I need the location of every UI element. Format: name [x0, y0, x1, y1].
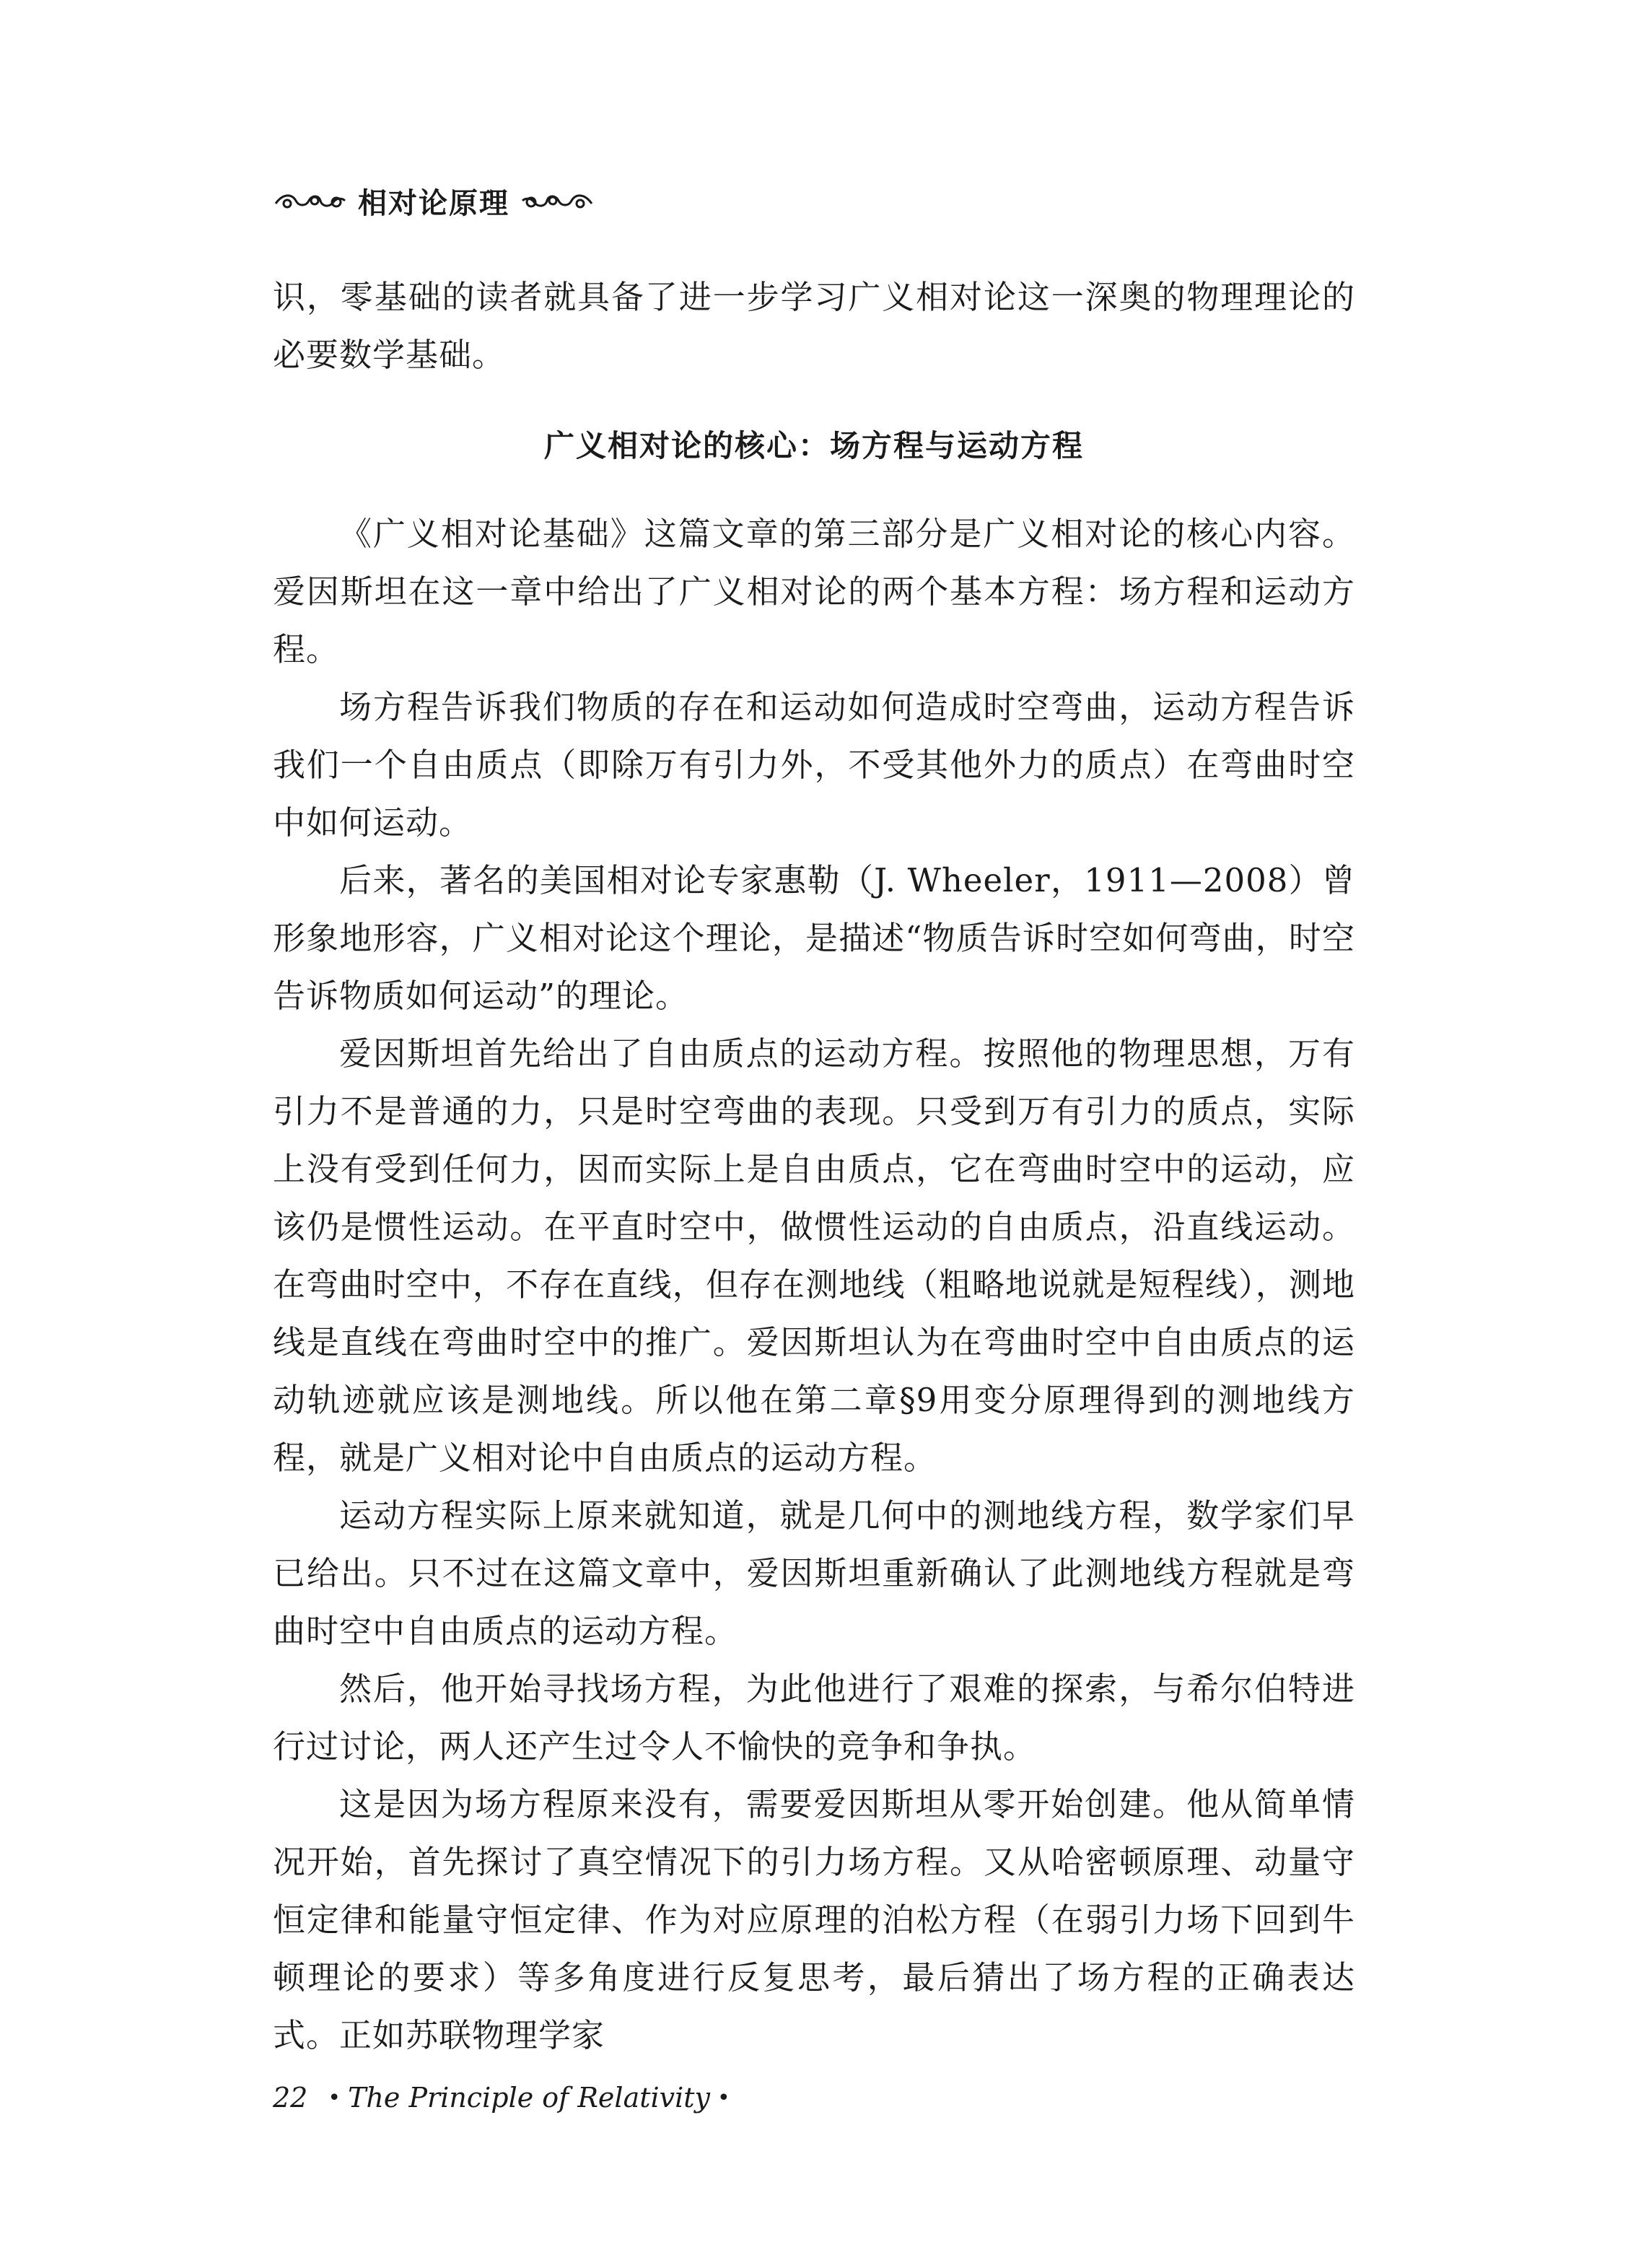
paragraph: 爱因斯坦首先给出了自由质点的运动方程。按照他的物理思想，万有引力不是普通的力，只是时空弯曲的表现。只受到万有引力的质点，实际上没有受到任何力，因而实际上是自由质点，它在弯曲时空中的运动，应该仍是惯性运动。在平直时空中，做惯性运动的自由质点，沿直线运动。在弯曲时空中，不存在直线，但存在测地线（粗略地说就是短程线），测地线是直线在弯曲时空中的推广。爱因斯坦认为在弯曲时空中自由质点的运动轨迹就应该是测地线。所以他在第二章§9用变分原理得到的测地线方程，就是广义相对论中自由质点的运动方程。: [273, 1034, 1355, 1477]
footer-bullet-left: •: [328, 2085, 341, 2111]
running-title: 相对论原理: [358, 186, 509, 220]
page-number: 22: [273, 2082, 308, 2114]
left-scroll-ornament-icon: [273, 188, 348, 214]
section-heading: 广义相对论的核心：场方程与运动方程: [543, 428, 1084, 463]
paragraph: 然后，他开始寻找场方程，为此他进行了艰难的探索，与希尔伯特进行过讨论，两人还产生过令人不愉快的竞争和争执。: [273, 1670, 1355, 1766]
body-text: [273, 269, 1355, 2064]
running-head: [273, 178, 595, 224]
paragraph: 后来，著名的美国相对论专家惠勒（J. Wheeler，1911—2008）曾形象地形容，广义相对论这个理论，是描述“物质告诉时空如何弯曲，时空告诉物质如何运动”的理论。: [273, 861, 1355, 1015]
paragraph: 《广义相对论基础》这篇文章的第三部分是广义相对论的核心内容。爱因斯坦在这一章中给出了广义相对论的两个基本方程：场方程和运动方程。: [273, 515, 1355, 668]
continued-paragraph: 识，零基础的读者就具备了进一步学习广义相对论这一深奥的物理理论的必要数学基础。: [273, 278, 1355, 374]
paragraph: 场方程告诉我们物质的存在和运动如何造成时空弯曲，运动方程告诉我们一个自由质点（即除万有引力外，不受其他外力的质点）在弯曲时空中如何运动。: [273, 688, 1355, 842]
book-title: The Principle of Relativity: [348, 2082, 711, 2114]
right-scroll-ornament-icon: [520, 188, 595, 214]
footer-bullet-right: •: [717, 2085, 730, 2111]
paragraph: 这是因为场方程原来没有，需要爱因斯坦从零开始创建。他从简单情况开始，首先探讨了真空情况下的引力场方程。又从哈密顿原理、动量守恒定律和能量守恒定律、作为对应原理的泊松方程（在弱引力场下回到牛顿理论的要求）等多角度进行反复思考，最后猜出了场方程的正确表达式。正如苏联物理学家: [273, 1785, 1355, 2054]
page-footer: [273, 2076, 738, 2119]
paragraph: 运动方程实际上原来就知道，就是几何中的测地线方程，数学家们早已给出。只不过在这篇文章中，爱因斯坦重新确认了此测地线方程就是弯曲时空中自由质点的运动方程。: [273, 1496, 1355, 1650]
